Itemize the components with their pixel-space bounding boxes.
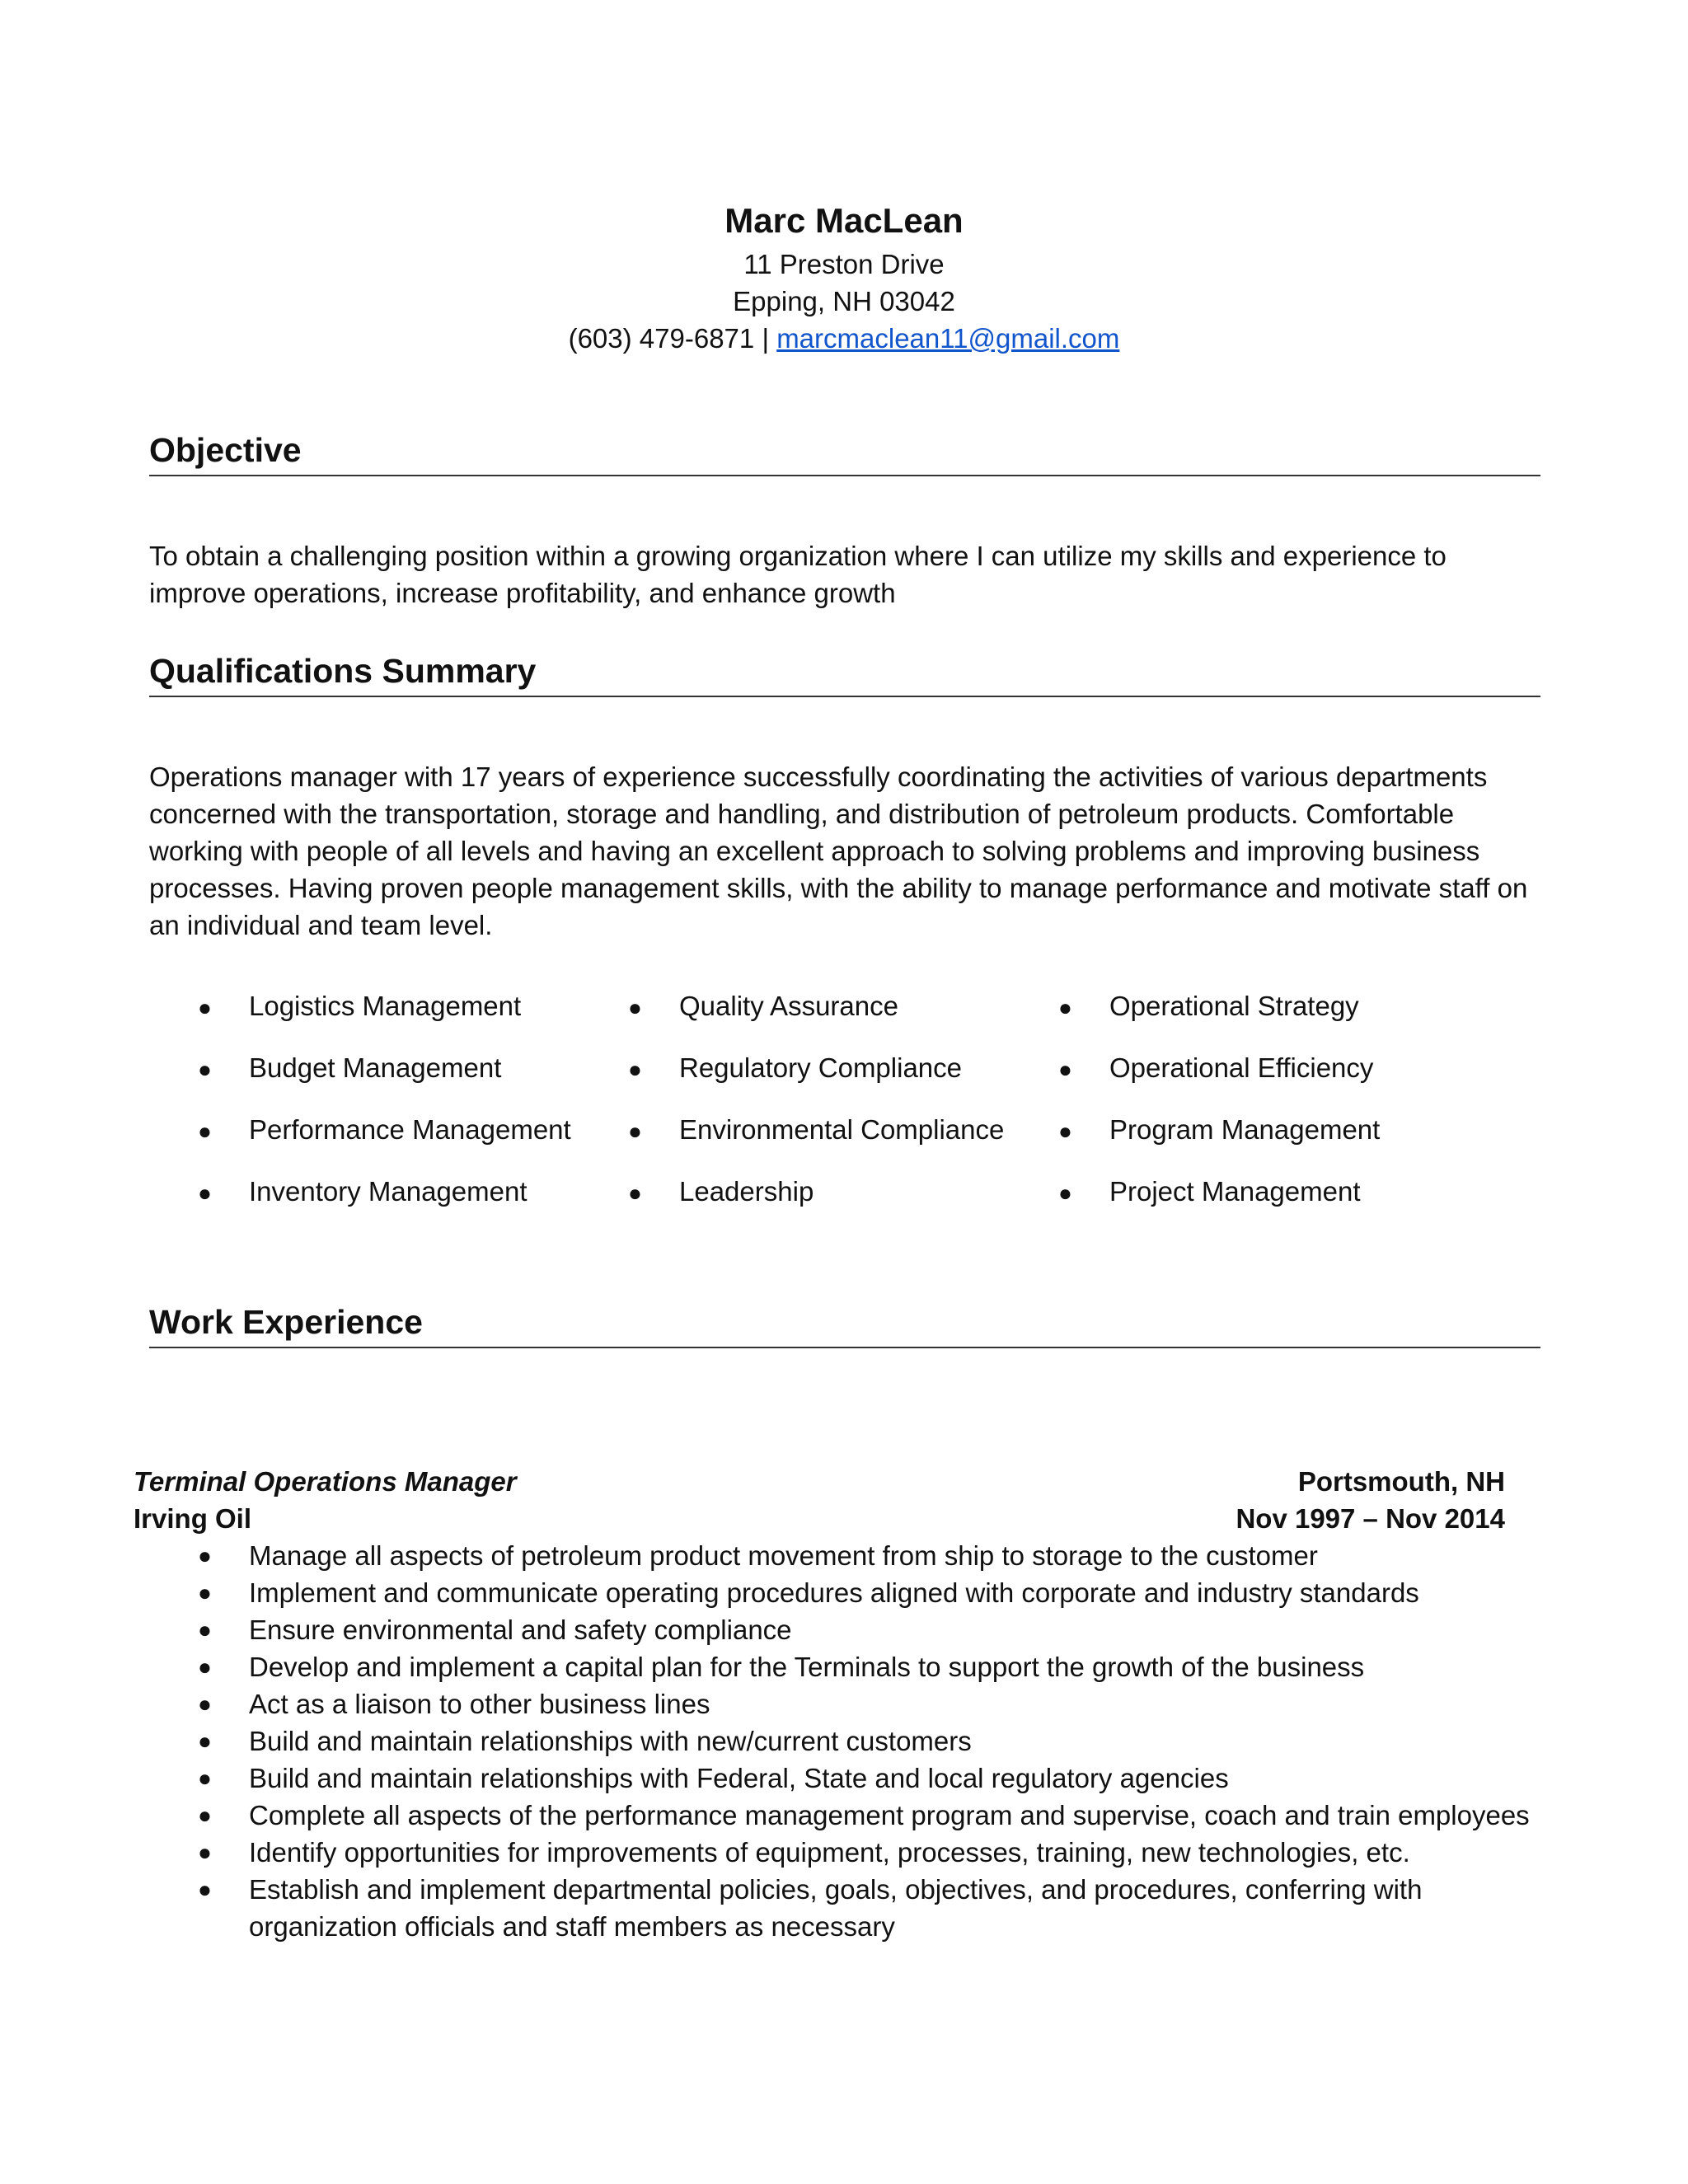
skill-item (628, 987, 898, 1026)
phone-number: (603) 479-6871 (568, 323, 755, 354)
skill-item (1058, 987, 1359, 1026)
objective-text: To obtain a challenging position within a growing organization where I can utilize my skills and experience to improve operations, increase profitability, and enhance growth (149, 541, 1447, 608)
duty-item (198, 1537, 1550, 1574)
duty-text: Act as a liaison to other business lines (249, 1689, 710, 1719)
skill-item (198, 1111, 571, 1150)
bullet-icon: ● (198, 1765, 212, 1791)
bullet-icon: ● (628, 1180, 642, 1206)
bullet-icon: ● (1058, 995, 1072, 1020)
address-line-2: Epping, NH 03042 (733, 286, 955, 316)
bullet-icon: ● (198, 1180, 212, 1206)
job-duties-list (198, 1537, 1550, 1945)
bullet-icon: ● (628, 1057, 642, 1082)
duty-item (198, 1760, 1550, 1797)
duty-item (198, 1834, 1550, 1871)
skill-item (628, 1173, 814, 1212)
skill-label: Inventory Management (249, 1176, 528, 1207)
skill-item (628, 1049, 962, 1088)
duty-text: Build and maintain relationships with Federal, State and local regulatory agencies (249, 1763, 1229, 1793)
bullet-icon: ● (198, 1543, 212, 1568)
contact-line (0, 320, 1688, 357)
email-link[interactable]: marcmaclean11@gmail.com (776, 323, 1120, 354)
bullet-icon: ● (198, 1802, 212, 1828)
bullet-icon: ● (198, 1728, 212, 1754)
job-company: Irving Oil (134, 1503, 252, 1534)
skills-row (198, 1173, 1434, 1235)
skill-item (198, 1049, 501, 1088)
bullet-icon: ● (1058, 1118, 1072, 1144)
candidate-name: Marc MacLean (724, 201, 964, 240)
work-experience-heading: Work Experience (149, 1301, 1540, 1348)
bullet-icon: ● (198, 1057, 212, 1082)
skills-row (198, 987, 1434, 1049)
job-dates: Nov 1997 – Nov 2014 (1236, 1503, 1505, 1534)
bullet-icon: ● (1058, 1057, 1072, 1082)
duty-text: Build and maintain relationships with new/current customers (249, 1726, 972, 1756)
skills-row (198, 1049, 1434, 1111)
skills-grid (198, 987, 1434, 1235)
contact-separator: | (762, 323, 770, 354)
duty-text: Establish and implement departmental policies, goals, objectives, and procedures, conferring with organization officials and staff members as necessary (249, 1874, 1423, 1942)
duty-text: Complete all aspects of the performance management program and supervise, coach and train employees (249, 1800, 1530, 1830)
skill-label: Quality Assurance (679, 991, 898, 1021)
skill-label: Budget Management (249, 1052, 502, 1083)
qualifications-heading: Qualifications Summary (149, 649, 1540, 697)
skill-item (1058, 1173, 1361, 1212)
duty-item (198, 1648, 1550, 1685)
bullet-icon: ● (628, 995, 642, 1020)
skill-label: Leadership (679, 1176, 814, 1207)
qualifications-text: Operations manager with 17 years of experience successfully coordinating the activities of various departments concerned with the transportation, storage and handling, and distribution of petroleum products. Comfortable working with people of all levels and having an excellent approach to solving problems and improving business processes. Having proven people management skills, with the ability to manage performance and motivate staff on an individual and team level. (149, 762, 1528, 940)
skill-item (1058, 1111, 1380, 1150)
bullet-icon: ● (198, 1840, 212, 1865)
skill-label: Environmental Compliance (679, 1114, 1005, 1145)
bullet-icon: ● (198, 1877, 212, 1902)
duty-item (198, 1574, 1550, 1611)
bullet-icon: ● (198, 1654, 212, 1680)
duty-item (198, 1611, 1550, 1648)
duty-text: Ensure environmental and safety compliance (249, 1615, 792, 1645)
bullet-icon: ● (628, 1118, 642, 1144)
skill-item (198, 1173, 528, 1212)
bullet-icon: ● (1058, 1180, 1072, 1206)
duty-text: Develop and implement a capital plan for the Terminals to support the growth of the business (249, 1652, 1365, 1682)
objective-heading: Objective (149, 429, 1540, 476)
duty-text: Identify opportunities for improvements of equipment, processes, training, new technologies, etc. (249, 1837, 1410, 1868)
job-title: Terminal Operations Manager (134, 1466, 517, 1497)
skill-label: Operational Strategy (1109, 991, 1359, 1021)
skill-label: Project Management (1109, 1176, 1361, 1207)
skill-label: Operational Efficiency (1109, 1052, 1374, 1083)
duty-text: Manage all aspects of petroleum product movement from ship to storage to the customer (249, 1540, 1318, 1571)
duty-item (198, 1871, 1550, 1945)
bullet-icon: ● (198, 1580, 212, 1605)
bullet-icon: ● (198, 1617, 212, 1643)
bullet-icon: ● (198, 995, 212, 1020)
duty-item (198, 1685, 1550, 1722)
skill-label: Regulatory Compliance (679, 1052, 963, 1083)
skill-item (198, 987, 521, 1026)
skill-label: Program Management (1109, 1114, 1381, 1145)
duty-item (198, 1797, 1550, 1834)
bullet-icon: ● (198, 1691, 212, 1717)
skill-item (1058, 1049, 1373, 1088)
duty-item (198, 1722, 1550, 1760)
skill-label: Logistics Management (249, 991, 522, 1021)
duty-text: Implement and communicate operating procedures aligned with corporate and industry standards (249, 1577, 1419, 1608)
address-line-1: 11 Preston Drive (743, 249, 945, 279)
bullet-icon: ● (198, 1118, 212, 1144)
skills-row (198, 1111, 1434, 1173)
skill-item (628, 1111, 1004, 1150)
skill-label: Performance Management (249, 1114, 571, 1145)
job-location: Portsmouth, NH (1297, 1466, 1505, 1497)
